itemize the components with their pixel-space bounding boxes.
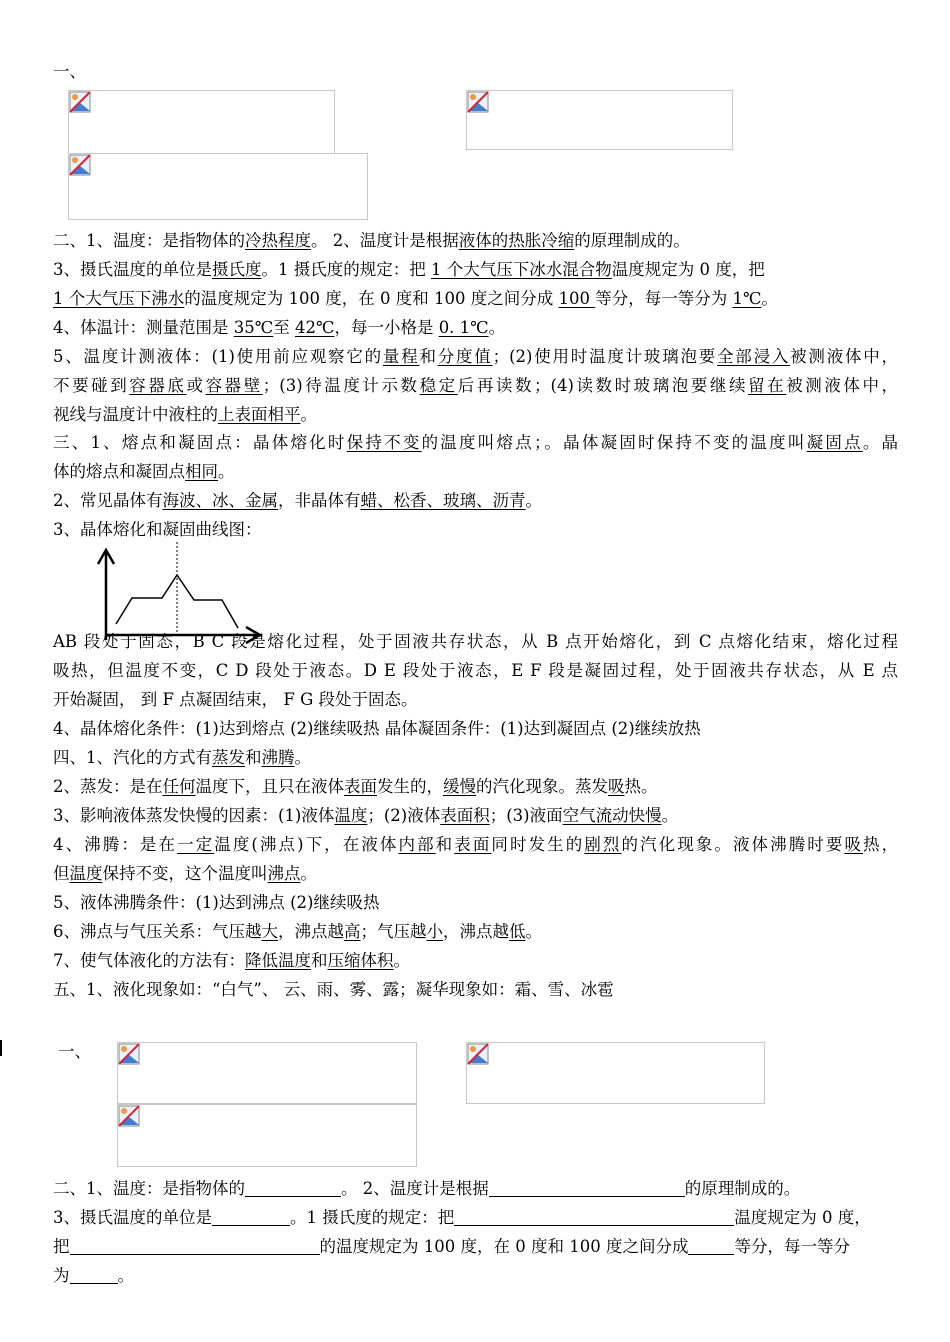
note-line: 但温度保持不变，这个温度叫沸点。 — [53, 864, 317, 883]
note-line: 不要碰到容器底或容器壁；(3)待温度计示数稳定后再读数；(4)读数时玻璃泡要继续留在被测液体中， — [53, 376, 899, 395]
note-line: 3、晶体熔化和凝固曲线图： — [53, 520, 262, 539]
answer-blank[interactable] — [454, 1207, 734, 1226]
note-line: 5、温度计测液体：(1)使用前应观察它的量程和分度值；(2)使用时温度计玻璃泡要全部浸入被测液体中， — [53, 347, 899, 366]
broken-image-icon — [118, 1105, 140, 1127]
note-line: 3、影响液体蒸发快慢的因素：(1)液体温度；(2)液体表面积；(3)液面空气流动快慢。 — [53, 806, 679, 825]
note-line: 2、蒸发：是在任何温度下，且只在液体表面发生的，缓慢的汽化现象。蒸发吸热。 — [53, 777, 658, 796]
note-line: 五、1、液化现象如：“白气”、 云、雨、雾、露；凝华现象如：霜、雪、冰雹 — [53, 980, 614, 999]
note-line: 视线与温度计中液柱的上表面相平。 — [53, 405, 317, 424]
note-line: 7、使气体液化的方法有：降低温度和压缩体积。 — [53, 951, 410, 970]
note-line: 6、沸点与气压关系：气压越大，沸点越高；气压越小，沸点越低。 — [53, 922, 542, 941]
broken-image-icon — [467, 91, 489, 113]
note-line: 2、常见晶体有海波、冰、金属，非晶体有蜡、松香、玻璃、沥青。 — [53, 491, 542, 510]
answer-blank[interactable] — [70, 1236, 320, 1255]
note-line: 吸热，但温度不变，C D 段处于液态。D E 段处于液态，E F 段是凝固过程，处于固液共存状态，从 E 点 — [53, 661, 898, 680]
note-line: 5、液体沸腾条件：(1)达到沸点 (2)继续吸热 — [53, 893, 380, 912]
note-line: 开始凝固， 到 F 点凝固结束， F G 段处于固态。 — [53, 690, 418, 709]
margin-mark — [0, 1040, 2, 1056]
answer-blank[interactable] — [70, 1265, 118, 1284]
note-line: 三、1、熔点和凝固点：晶体熔化时保持不变的温度叫熔点；。晶体凝固时保持不变的温度叫凝固点。晶 — [53, 433, 899, 452]
note-line: 4、晶体熔化条件：(1)达到熔点 (2)继续吸热 晶体凝固条件：(1)达到凝固点 (2)继续放热 — [53, 719, 701, 738]
broken-image-icon — [69, 91, 91, 113]
worksheet-line: 3、摄氏温度的单位是 。1 摄氏度的规定：把 温度规定为 0 度， — [53, 1208, 871, 1227]
answer-blank[interactable] — [212, 1207, 290, 1226]
image-placeholder — [466, 90, 733, 150]
section-1-heading: 一、 — [53, 62, 86, 81]
broken-image-icon — [467, 1043, 489, 1065]
answer-blank[interactable] — [245, 1178, 341, 1197]
note-line: 四、1、汽化的方式有蒸发和沸腾。 — [53, 748, 311, 767]
answer-blank[interactable] — [688, 1236, 734, 1255]
image-placeholder — [68, 153, 368, 220]
broken-image-icon — [118, 1043, 140, 1065]
image-placeholder — [117, 1042, 417, 1104]
note-line: AB 段处于固态，B C 段是熔化过程，处于固液共存状态，从 B 点开始熔化，到 C 点熔化结束，熔化过程 — [53, 632, 898, 651]
image-placeholder — [466, 1042, 765, 1104]
worksheet-line: 为 。 — [53, 1266, 134, 1285]
image-placeholder — [117, 1104, 417, 1167]
answer-blank[interactable] — [489, 1178, 685, 1197]
broken-image-icon — [69, 154, 91, 176]
note-line: 1 个大气压下沸水的温度规定为 100 度，在 0 度和 100 度之间分成 100 等分，每一等分为 1℃。 — [53, 289, 778, 308]
note-line: 4、沸腾：是在一定温度(沸点)下，在液体内部和表面同时发生的剧烈的汽化现象。液体沸腾时要吸热， — [53, 835, 899, 854]
worksheet-line: 二、1、温度：是指物体的 。 2、温度计是根据 的原理制成的。 — [53, 1179, 801, 1198]
note-line: 体的熔点和凝固点相同。 — [53, 462, 235, 481]
note-line: 二、1、温度：是指物体的冷热程度。 2、温度计是根据液体的热胀冷缩的原理制成的。 — [53, 231, 690, 250]
note-line: 4、体温计：测量范围是 35℃至 42℃，每一小格是 0. 1℃。 — [53, 318, 506, 337]
note-line: 3、摄氏温度的单位是摄氏度。1 摄氏度的规定：把 1 个大气压下冰水混合物温度规定为 0 度，把 — [53, 260, 765, 279]
worksheet-line: 把 的温度规定为 100 度，在 0 度和 100 度之间分成 等分，每一等分 — [53, 1237, 850, 1256]
section-1-heading: 一、 — [58, 1042, 91, 1061]
image-placeholder — [68, 90, 335, 154]
